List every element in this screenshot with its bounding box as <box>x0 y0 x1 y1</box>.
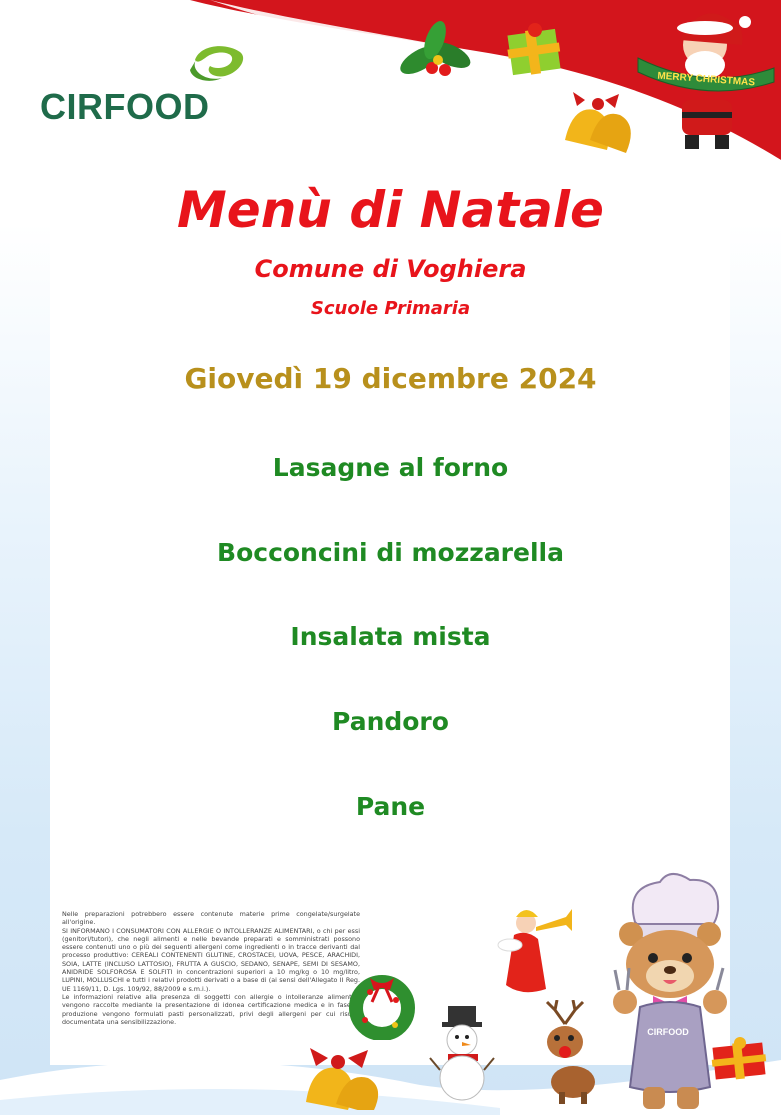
menu-date: Giovedì 19 dicembre 2024 <box>184 362 597 395</box>
snowman-icon <box>428 1000 498 1105</box>
dish-item: Pandoro <box>332 707 449 736</box>
municipality: Comune di Voghiera <box>254 255 527 283</box>
reindeer-icon <box>535 1000 605 1105</box>
gift-icon <box>710 1035 770 1080</box>
dish-item: Pane <box>355 792 426 821</box>
wreath-icon <box>340 970 424 1040</box>
disclaimer-paragraph: SI INFORMANO I CONSUMATORI CON ALLERGIE O INTOLLERANZE ALIMENTARI, o chi per essi (genitori/tutori), che negli alimenti e nelle bevande preparati e somministrati possono essere contenuti uno o più dei seguenti allergeni come ingredienti o in tracce derivanti dal processo produttivo: CEREALI CONTENENTI GLUTINE, CROSTACEI, UOVA, PESCE, ARACHIDI, SOIA, LATTE (INCLUSO LATTOSIO), FRUTTA A GUSCIO, SEDANO, SENAPE, SEMI DI SESAMO, ANIDRIDE SOLFOROSA E SOLFITI in concentrazioni superiori a 10 mg/kg o 10 mg/litro, LUPINI, MOLLUSCHI e tutti i relativi prodotti derivati o a base di (ai sensi dell'Allegato II Reg. UE 1169/11, D. Lgs. 109/92, 88/2009 e s.m.i.). <box>62 926 360 993</box>
disclaimer-paragraph: Le informazioni relative alla presenza di soggetti con allergie o intolleranze alimentari vengono raccolte mediante la presentazione di idonea certificazione medica e in fase di produzione vengono formulati pasti personalizzati, privi degli allergeni per cui risulta documentata una sensibilizzazione. <box>62 992 360 1026</box>
angel-icon <box>490 905 580 1005</box>
apron-brand: CIRFOOD <box>647 1027 689 1037</box>
bells-icon <box>565 92 631 153</box>
dish-item: Insalata mista <box>290 622 491 651</box>
dish-item: Bocconcini di mozzarella <box>217 538 564 567</box>
school-type: Scuole Primaria <box>310 298 471 319</box>
menu-title: Menù di Natale <box>177 181 604 239</box>
brand-name: CIRFOOD <box>40 86 210 127</box>
bells-icon <box>298 1040 390 1110</box>
cirfood-logo-icon <box>40 40 250 90</box>
disclaimer-paragraph: Nelle preparazioni potrebbero essere contenute materie prime congelate/surgelate all'origine. <box>62 910 360 927</box>
merry-christmas-banner <box>636 52 776 102</box>
dish-item: Lasagne al forno <box>272 453 509 482</box>
banner-text: MERRY CHRISTMAS <box>657 70 756 89</box>
